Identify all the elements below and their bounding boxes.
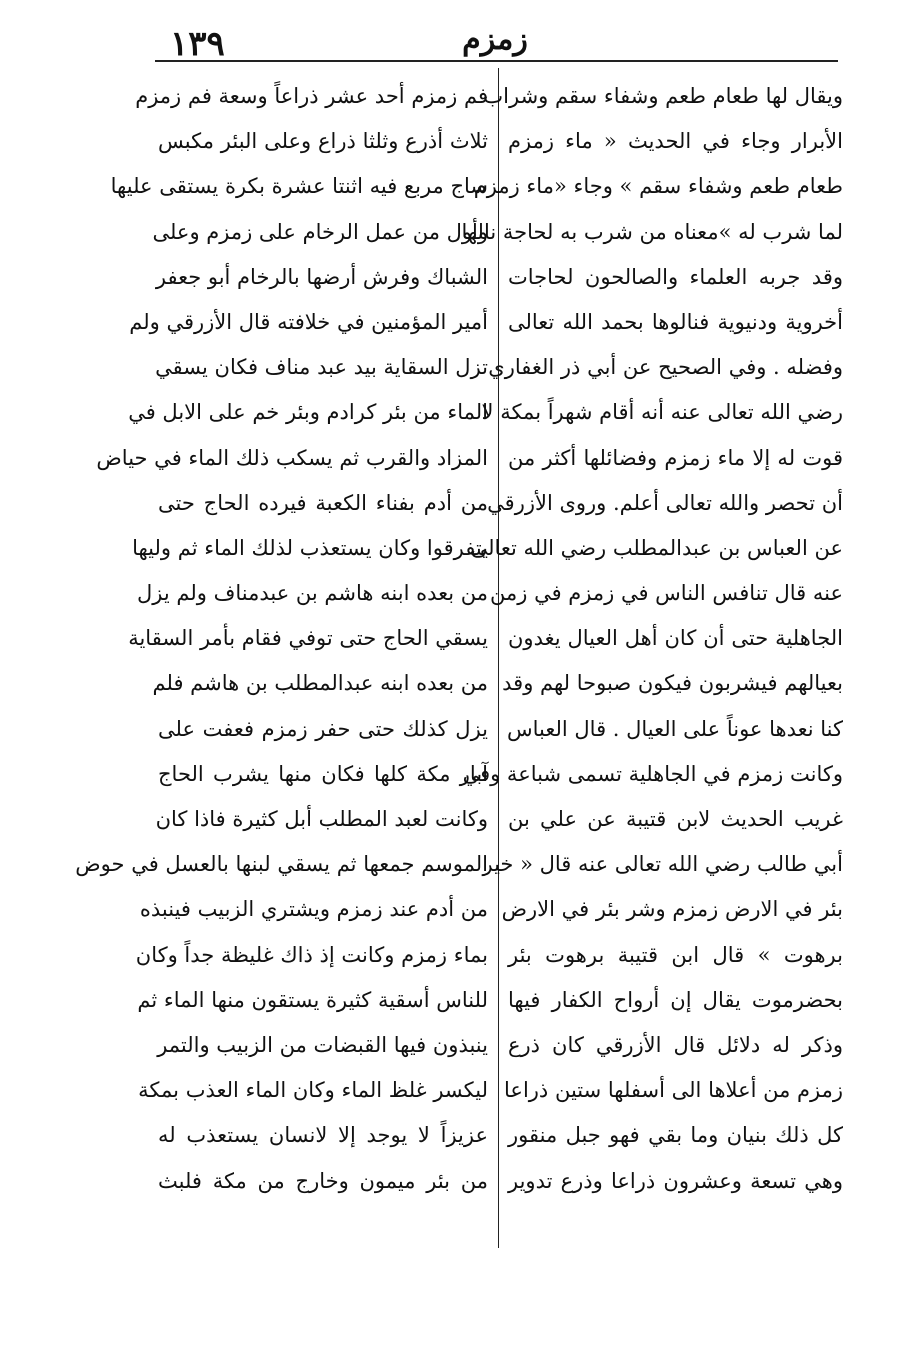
right-column-line: وذكر له دلائل قال الأزرقي كان ذرع: [508, 1032, 843, 1057]
right-column-line: ويقال لها طعام طعم وشفاء سقم وشراب: [483, 84, 843, 108]
left-column-line: ثلاث أذرع وثلثا ذراع وعلى البئر مكبس: [158, 129, 488, 154]
left-column-line: من أدم عند زمزم ويشتري الزبيب فينبذه: [139, 897, 488, 922]
right-column-line: وهي تسعة وعشرون ذراعا وذرع تدوير: [508, 1168, 843, 1193]
right-column-line: أبي طالب رضي الله تعالى عنه قال « خير: [482, 852, 843, 877]
left-column-line: للناس أسقية كثيرة يستقون منها الماء ثم: [137, 987, 488, 1012]
right-column-line: بحضرموت يقال إن أرواح الكفار فيها: [508, 987, 843, 1012]
right-column-line: عن العباس بن عبدالمطلب رضي الله تعالى: [470, 535, 843, 560]
left-column-line: فم زمزم أحد عشر ذراعاً وسعة فم زمزم: [135, 84, 488, 108]
left-column-line: وكانت لعبد المطلب أبل كثيرة فاذا كان: [155, 807, 488, 831]
right-column-line: الأبرار وجاء في الحديث « ماء زمزم: [508, 129, 843, 154]
left-column-line: الماء من بئر كرادم وبئر خم على الابل في: [128, 400, 488, 425]
left-column-line: المزاد والقرب ثم يسكب ذلك الماء في حياض: [96, 445, 488, 470]
right-column-line: قوت له إلا ماء زمزم وفضائلها أكثر من: [508, 445, 843, 470]
right-column: [461, 74, 843, 1254]
left-column-line: آبار مكة كلها فكان منها يشرب الحاج: [158, 761, 488, 786]
page-number: ١٣٩: [170, 24, 225, 64]
left-column: [75, 74, 488, 1254]
header-rule: [155, 60, 838, 62]
left-column-line: من بعده ابنه هاشم بن عبدمناف ولم يزل: [137, 581, 488, 606]
left-column-line: عزيزاً لا يوجد إلا لانسان يستعذب له: [158, 1123, 488, 1148]
left-column-line: الموسم جمعها ثم يسقي لبنها بالعسل في حوض: [75, 852, 488, 877]
right-column-line: لما شرب له »معناه من شرب به لحاجة نالها: [461, 219, 843, 244]
left-column-line: ليكسر غلظ الماء وكان الماء العذب بمكة: [138, 1078, 488, 1103]
left-column-line: من بعده ابنه عبدالمطلب بن هاشم فلم: [152, 671, 488, 696]
left-column-line: من أدم بفناء الكعبة فيرده الحاج حتى: [158, 490, 488, 515]
left-column-line: يسقي الحاج حتى توفي فقام بأمر السقاية: [128, 626, 488, 651]
right-column-line: طعام طعم وشفاء سقم » وجاء «ماء زمزم: [473, 174, 843, 199]
left-column-line: من بئر ميمون وخارج من مكة فلبث: [158, 1168, 488, 1193]
left-column-line: يزل كذلك حتى حفر زمزم فعفت على: [158, 716, 488, 741]
right-column-line: كل ذلك بنيان وما بقي فهو جبل منقور: [508, 1123, 843, 1148]
right-column-line: كنا نعدها عوناً على العيال . قال العباس: [507, 716, 843, 741]
right-column-line: أن تحصر والله تعالى أعلم. وروى الأزرقي: [487, 490, 843, 515]
left-column-line: الشباك وفرش أرضها بالرخام أبو جعفر: [155, 264, 488, 289]
left-column-line: يتفرقوا وكان يستعذب لذلك الماء ثم وليها: [132, 535, 488, 560]
right-column-line: الجاهلية حتى أن كان أهل العيال يغدون: [508, 626, 843, 651]
right-column-line: وقد جربه العلماء والصالحون لحاجات: [508, 264, 843, 289]
right-column-line: وكانت زمزم في الجاهلية تسمى شباعة وفي: [462, 761, 843, 786]
right-column-line: أخروية ودنيوية فنالوها بحمد الله تعالى: [508, 309, 843, 334]
left-column-line: بماء زمزم وكانت إذ ذاك غليظة جداً وكان: [135, 942, 488, 967]
left-column-line: ساج مربع فيه اثنتا عشرة بكرة يستقى عليها: [110, 174, 488, 199]
right-column-line: زمزم من أعلاها الى أسفلها ستين ذراعا: [504, 1078, 843, 1103]
left-column-line: تزل السقاية بيد عبد مناف فكان يسقي: [155, 355, 488, 380]
right-column-line: رضي الله تعالى عنه أنه أقام شهراً بمكة لا: [481, 400, 843, 425]
left-column-line: ينبذون فيها القبضات من الزبيب والتمر: [157, 1032, 488, 1057]
right-column-line: غريب الحديث لابن قتيبة عن علي بن: [508, 807, 843, 831]
running-title: زمزم: [462, 22, 528, 57]
page-header: [150, 18, 840, 62]
right-column-line: بعيالهم فيشربون فيكون صبوحا لهم وقد: [502, 671, 843, 696]
left-column-line: وأول من عمل الرخام على زمزم وعلى: [152, 219, 488, 244]
left-column-line: أمير المؤمنين في خلافته قال الأزرقي ولم: [129, 309, 488, 334]
right-column-line: وفضله . وفي الصحيح عن أبي ذر الغفاري: [488, 355, 843, 380]
right-column-line: عنه قال تنافس الناس في زمزم في زمن: [490, 581, 843, 606]
right-column-line: برهوت » قال ابن قتيبة برهوت بئر: [508, 942, 843, 967]
right-column-line: بئر في الارض زمزم وشر بئر في الارض: [501, 897, 843, 922]
